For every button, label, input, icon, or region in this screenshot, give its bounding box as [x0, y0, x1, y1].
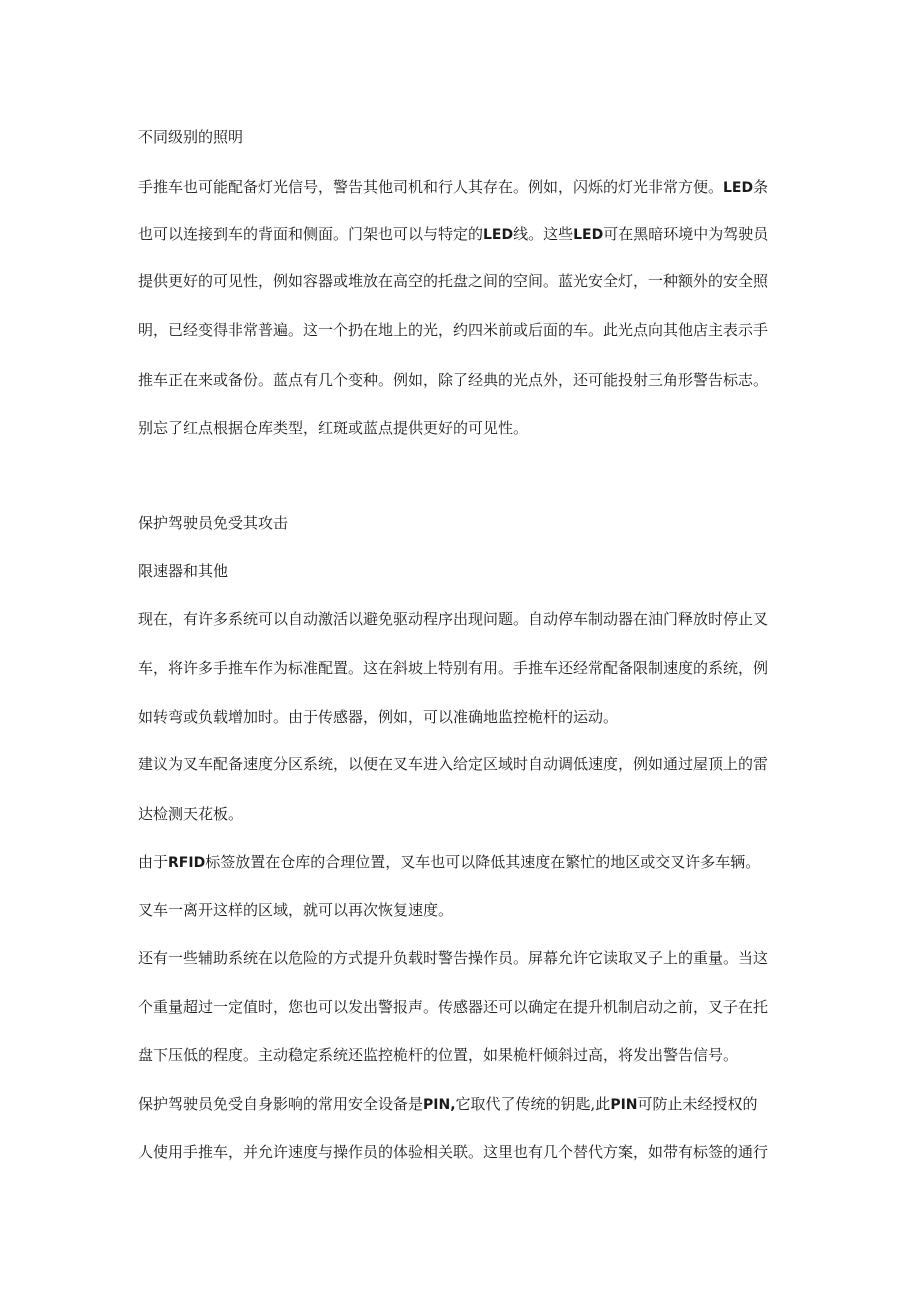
section-heading-driver-protection: 保护驾驶员免受其攻击 — [138, 514, 289, 532]
paragraph-line: 还有一些辅助系统在以危险的方式提升负载时警告操作员。屏幕允许它读取叉子上的重量。当这 — [138, 949, 769, 967]
paragraph-line: 明，已经变得非常普遍。这一个扔在地上的光，约四米前或后面的车。此光点向其他店主表示手 — [138, 321, 769, 339]
paragraph-line: 人使用手推车，并允许速度与操作员的体验相关联。这里也有几个替代方案，如带有标签的通行 — [138, 1143, 769, 1161]
paragraph-line: 推车正在来或备份。蓝点有几个变种。例如，除了经典的光点外，还可能投射三角形警告标志。 — [138, 371, 769, 389]
paragraph-line: 叉车一离开这样的区域，就可以再次恢复速度。 — [138, 901, 454, 919]
section-heading-lighting: 不同级别的照明 — [138, 128, 244, 146]
paragraph-line: 达检测天花板。 — [138, 805, 244, 823]
subsection-heading-speed-limiter: 限速器和其他 — [138, 562, 229, 580]
paragraph-line: 保护驾驶员免受自身影响的常用安全设备是PIN,它取代了传统的钥匙,此PIN可防止未经授权的 — [138, 1095, 758, 1113]
paragraph-line: 建议为叉车配备速度分区系统，以便在叉车进入给定区域时自动调低速度，例如通过屋顶上的雷 — [138, 755, 769, 773]
paragraph-line: 个重量超过一定值时，您也可以发出警报声。传感器还可以确定在提升机制启动之前，叉子在托 — [138, 998, 769, 1016]
paragraph-line: 如转弯或负载增加时。由于传感器，例如，可以准确地监控桅杆的运动。 — [138, 708, 619, 726]
paragraph-line: 也可以连接到车的背面和侧面。门架也可以与特定的LED线。这些LED可在黑暗环境中为驾驶员 — [138, 225, 769, 243]
paragraph-line: 别忘了红点根据仓库类型，红斑或蓝点提供更好的可见性。 — [138, 419, 529, 437]
paragraph-line: 提供更好的可见性，例如容器或堆放在高空的托盘之间的空间。蓝光安全灯，一种额外的安全照 — [138, 272, 769, 290]
paragraph-line: 车，将许多手推车作为标准配置。这在斜坡上特别有用。手推车还经常配备限制速度的系统，例 — [138, 659, 769, 677]
paragraph-line: 由于RFID标签放置在仓库的合理位置，叉车也可以降低其速度在繁忙的地区或交叉许多车辆。 — [138, 853, 761, 871]
paragraph-line: 盘下压低的程度。主动稳定系统还监控桅杆的位置，如果桅杆倾斜过高，将发出警告信号。 — [138, 1046, 739, 1064]
paragraph-line: 现在，有许多系统可以自动激活以避免驱动程序出现问题。自动停车制动器在油门释放时停止叉 — [138, 610, 769, 628]
paragraph-line: 手推车也可能配备灯光信号，警告其他司机和行人其存在。例如，闪烁的灯光非常方便。LED条 — [138, 178, 769, 196]
